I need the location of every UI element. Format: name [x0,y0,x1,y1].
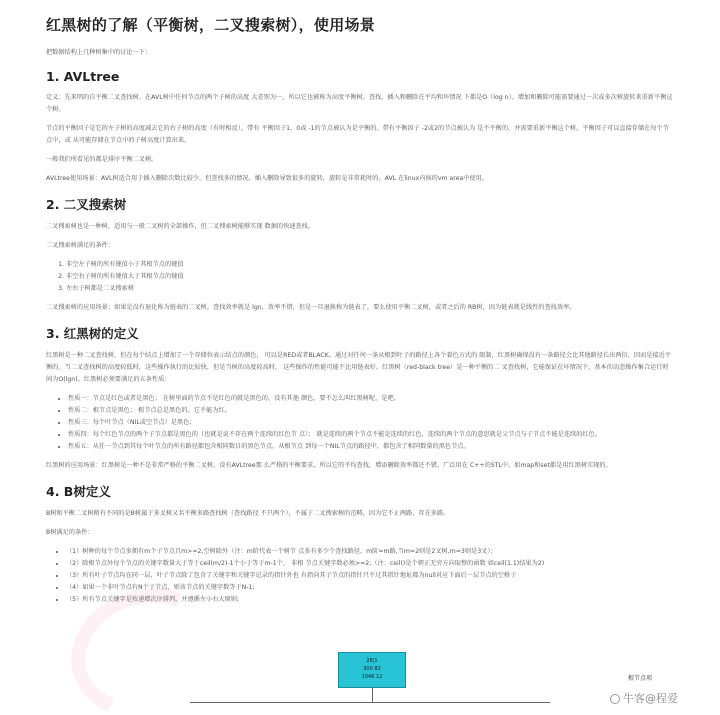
diagram-label: 根节点项 [628,675,653,682]
list-item: • 性质四：每个红色节点的两个子节点都是黑色的（也就是说不存在两个连续的红色节 点）； 就是连续的两个节点不能是连续的红色，连续的两个节点的意思就是父节点与子节点不能是连续的红色。 [68,429,674,441]
list-item: • 性质一：节点是红色或者是黑色； 在树里面的节点不是红色的就是黑色的，没有其他 颜色，要不怎么叫红黑树呢，是吧。 [68,393,674,405]
watermark-logo-icon [610,694,620,704]
list-item: 1. 非空左子树的所有键值小于其根节点的键值 [66,259,674,271]
paragraph: 红黑树的应用场景：红黑树是一种不是非常严格的平衡二叉树，没有AVLtree那 么严格的平衡要求，所以它的平均查找，增添删除效率都还不错。广泛用在 C++的STL中。如map和set都是用红黑树实现的。 [46,462,612,469]
paragraph: AVLtree使用场景：AVL树适合用于插入删除次数比较少，但查找多的情况。插入删除导致很多的旋转，旋转是非常耗时的。AVL 在linux内核的vm area中使用。 [46,175,489,182]
list-item: • 性质三：每个叶节点（NIL或空节点）是黑色； [68,417,674,429]
list-item: • （4）如果一个非叶节点有N个子节点，则该节点的关键字数等于N-1; [66,582,674,594]
list-item: • （2）除根节点外每个节点的关键字数量大于等于ceil(m/2)-1个小于等于m-1个， 非根 节点关键字数必须>=2;（注：ceil()是个朝正无穷方向取整的函数 如ceil(1.1)结果为2) [66,558,674,570]
paragraph: 一般我们所看见的都是排序平衡二叉树。 [46,156,158,163]
paragraph: 二叉搜索树满足的条件： [46,242,115,249]
tree-connector [372,688,373,702]
section-heading-avltree: 1. AVLtree [46,69,120,84]
rbtree-properties-list [58,393,674,453]
page-title: 红黑树的了解（平衡树，二叉搜索树），使用场景 [46,16,376,34]
list-item: • 性质五：从任一节点到其每个叶节点的所有路径都包含相同数目的黑色节点。从根节点 到每一个NIL节点的路径中，都包含了相同数量的黑色节点。 [68,441,674,453]
list-item: 3. 左右子树都是二叉搜索树 [66,283,674,295]
node-key-line: 28|1 [366,658,378,664]
list-item: • （1）树种的每个节点多拥有m个子节点且m>=2,空树除外（注：m阶代表一个树节 点多有多少个查找路径，m阶=m路,当m=2则是2叉树,m=3则是3叉）； [66,546,674,558]
list-item: • （3）所有叶子节点均在同一层，叶子节点除了包含了关键字和关键字记录的指针外也 有指向其子节点的指针只不过其指针地址都为null对应下面后一层节点的空格子 [66,570,674,582]
paragraph: B树满足的条件： [46,529,94,536]
intro-paragraph: 把数据结构上几种树集中的讨论一下： [46,49,152,56]
list-item: • 性质二：根节点是黑色； 根节点总是黑色的。它不能为红。 [68,405,674,417]
paragraph: B树和平衡二叉树稍有不同的是B树属于多叉树又名平衡多路查找树（查找路径 不只两个），不属于二叉搜索树的范畴，因为它不止两路，存在多路。 [46,510,450,517]
watermark-text: 牛客@程爱 [623,692,678,705]
section-heading-btree: 4. B树定义 [46,484,111,499]
paragraph: 定义：先来明的自平衡二叉查找树。在AVL树中任何节点的两个子树的高度 大差别为一，所以它也被称为高度平衡树。查找、插入和删除在平均和坏情况 下都是O（log n）。增加和删除可能需要通过一次或多次树旋转来重新平衡这 个树。 [46,94,673,113]
paragraph: 节点的平衡因子是它的左子树的高度减去它的右子树的高度（有时相反）。带有 平衡因子1、0或 -1的节点被认为是平衡的。带有平衡因子 -2或2的节点被认为 是不平衡的，并需要重新平衡这个树。平衡因子可以直接存储在每个节点中，或 从可能存储在节点中的子树高度计算出来。 [46,125,669,144]
paragraph: 二叉搜索树也是一种树，适用与一般二叉树的全部操作，但二叉搜索树能够实现 数据的快速查找。 [46,223,315,230]
paragraph: 红黑树是一种二叉查找树，但在每个结点上增加了一个存储位表示结点的颜色， 可以是RED或者BLACK。通过对任何一条从根到叶子的路径上各个着色方式的 限制，红黑树确保没有一条路径会比其他路径长出两倍，因而是接近平衡的。当二叉查找树的高度较低时，这些操作执行的比较快，但是当树的高度较高时， 这些操作的性能可能不比用链表好。红黑树（red-black tree）是一种平衡的二 叉查找树，它能保证在坏情况下，基本的动态操作集合运行时间为O(lgn)。红黑树必须要满足的五条性质： [46,352,672,383]
node-key-line: 1046 12 [361,674,383,680]
watermark [610,690,678,706]
list-item: 2. 非空右子树的所有键值大于其根节点的键值 [66,271,674,283]
section-heading-bst: 2. 二叉搜索树 [46,197,127,212]
list-item: • （5）所有节点关键字是按递增次序排列，并遵循左小右大原则; [66,594,674,606]
section-heading-rbtree: 3. 红黑树的定义 [46,326,139,341]
paragraph: 二叉搜索树的应用场景：如果是没有退化称为链表的二叉树，查找效率就是 lgn，效率不错，但是一旦退换称为链表了，要么使用平衡二叉树，或者之后的 RB树，因为链表就是线性的查找效率。 [46,304,576,311]
tree-connector [190,702,550,703]
btree-root-node [338,652,406,688]
bst-conditions-list [58,259,674,295]
btree-conditions-list [60,546,674,606]
node-key-line: 300 82 [363,666,381,672]
